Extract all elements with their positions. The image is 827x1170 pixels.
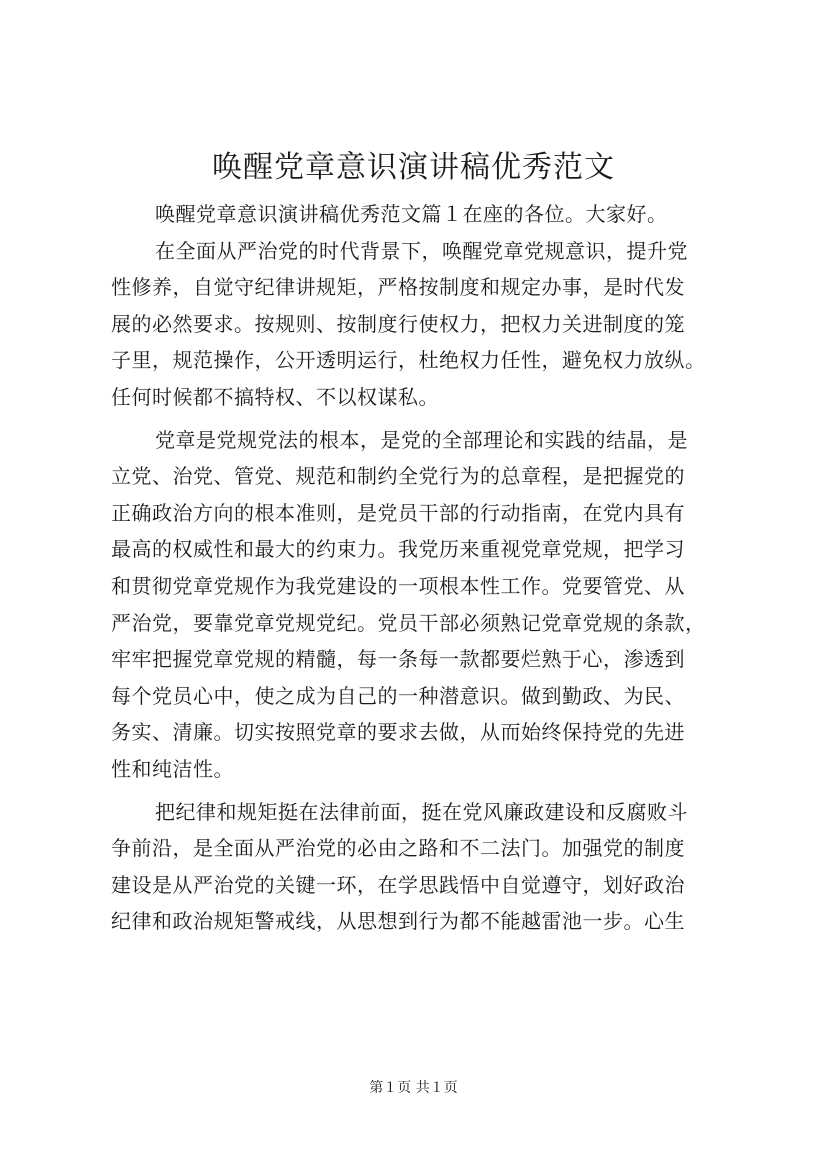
paragraph-line: 牢牢把握党章党规的精髓，每一条每一款都要烂熟于心，渗透到 [111, 647, 685, 672]
paragraph-line: 唤醒党章意识演讲稿优秀范文篇１在座的各位。大家好。 [155, 202, 668, 226]
document-body [111, 196, 731, 940]
paragraph-line: 立党、治党、管党、规范和制约全党行为的总章程，是把握党的 [111, 464, 685, 489]
paragraph-line: 展的必然要求。按规则、按制度行使权力，把权力关进制度的笼 [111, 311, 685, 336]
paragraph-line: 最高的权威性和最大的约束力。我党历来重视党章党规，把学习 [111, 537, 685, 562]
paragraph-line: 党章是党规党法的根本，是党的全部理论和实践的结晶，是 [155, 427, 688, 452]
paragraph-2 [111, 233, 731, 416]
paragraph-line: 建设是从严治党的关键一环，在学思践悟中自觉遵守，划好政治 [111, 872, 685, 897]
paragraph-1 [111, 196, 731, 233]
paragraph-line: 在全面从严治党的时代背景下，唤醒党章党规意识，提升党 [155, 238, 688, 263]
document-title: 唤醒党章意识演讲稿优秀范文 [212, 150, 615, 185]
paragraph-line: 性修养，自觉守纪律讲规矩，严格按制度和规定办事，是时代发 [111, 275, 685, 300]
paragraph-3 [111, 422, 731, 788]
paragraph-4 [111, 794, 731, 940]
paragraph-line: 性和纯洁性。 [111, 756, 234, 781]
paragraph-line: 纪律和政治规矩警戒线，从思想到行为都不能越雷池一步。心生 [111, 909, 685, 934]
paragraph-line: 务实、清廉。切实按照党章的要求去做，从而始终保持党的先进 [111, 720, 685, 745]
paragraph-line: 每个党员心中，使之成为自己的一种潜意识。做到勤政、为民、 [111, 683, 685, 708]
paragraph-line: 争前沿，是全面从严治党的必由之路和不二法门。加强党的制度 [111, 836, 685, 861]
paragraph-line: 正确政治方向的根本准则，是党员干部的行动指南，在党内具有 [111, 500, 685, 525]
paragraph-line: 任何时候都不搞特权、不以权谋私。 [111, 384, 439, 409]
paragraph-line: 严治党，要靠党章党规党纪。党员干部必须熟记党章党规的条款， [111, 610, 706, 635]
page-number-footer: 第１页 共１页 [369, 1080, 458, 1096]
paragraph-line: 把纪律和规矩挺在法律前面，挺在党风廉政建设和反腐败斗 [155, 799, 688, 824]
paragraph-line: 子里，规范操作，公开透明运行，杜绝权力任性，避免权力放纵。 [111, 348, 706, 373]
paragraph-line: 和贯彻党章党规作为我党建设的一项根本性工作。党要管党、从 [111, 573, 685, 598]
